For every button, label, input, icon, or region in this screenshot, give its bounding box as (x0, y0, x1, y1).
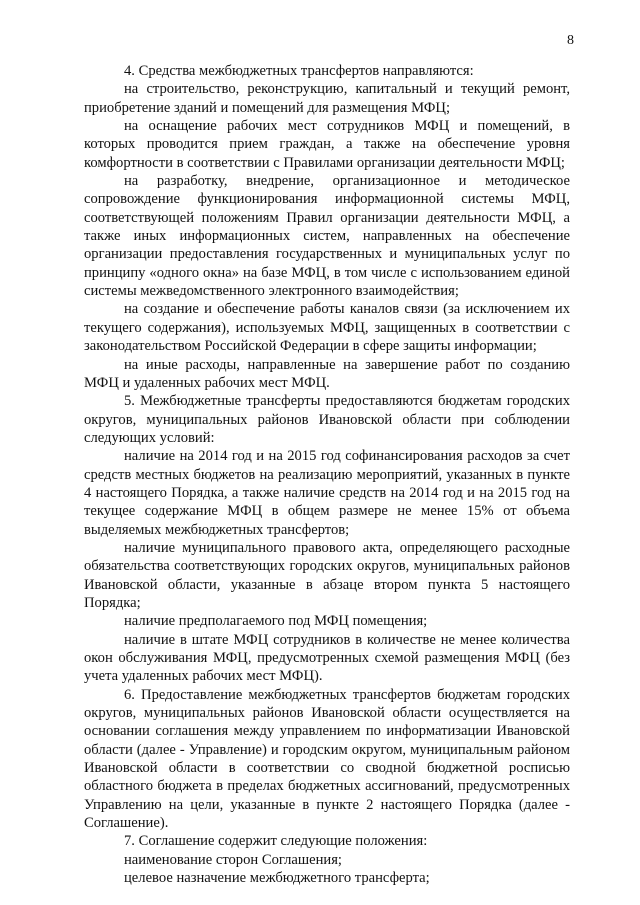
paragraph-7-heading: 7. Соглашение содержит следующие положения: (124, 833, 428, 850)
paragraph: целевое назначение межбюджетного трансферта; (124, 870, 430, 887)
paragraph: наименование сторон Соглашения; (124, 851, 342, 868)
paragraph: на иные расходы, направленные на завершение работ по созданию МФЦ и удаленных рабочих мест МФЦ. (84, 356, 570, 391)
paragraph-6: 6. Предоставление межбюджетных трансфертов бюджетам городских округов, муниципальных районов Ивановской области осуществляется на основании соглашения между управлением по информатизации Ивановской области (далее - Управление) и городским округом, муниципальным районом Ивановской области в соответствии со сводной бюджетной росписью областного бюджета в пределах бюджетных ассигнований, предусмотренных Управлению на цели, указанные в пункте 2 настоящего Порядка (далее - Соглашение). (84, 686, 570, 832)
paragraph-4-heading: 4. Средства межбюджетных трансфертов направляются: (124, 63, 474, 79)
paragraph: на строительство, реконструкцию, капитальный и текущий ремонт, приобретение зданий и помещений для размещения МФЦ; (84, 81, 570, 116)
page-number: 8 (567, 33, 574, 48)
paragraph-5-heading: 5. Межбюджетные трансферты предоставляются бюджетам городских округов, муниципальных районов Ивановской области при соблюдении следующих условий: (84, 393, 570, 446)
paragraph: наличие предполагаемого под МФЦ помещения; (124, 613, 428, 630)
paragraph: на создание и обеспечение работы каналов связи (за исключением их текущего содержания), используемых МФЦ, защищенных в соответствии с законодательством Российской Федерации в сфере защиты информации; (84, 301, 570, 355)
paragraph: наличие муниципального правового акта, определяющего расходные обязательства соответствующих городских округов, муниципальных районов Ивановской области, указанные в абзаце втором пункта 5 настоящего Порядка; (84, 539, 570, 611)
paragraph: на разработку, внедрение, организационное и методическое сопровождение функционирования информационной системы МФЦ, соответствующей положениям Правил организации деятельности МФЦ, а также иных информационных систем, направленных на обеспечение организации предоставления государственных и муниципальных услуг по принципу «одного окна» на базе МФЦ, в том числе с использованием единой системы межведомственного электронного взаимодействия; (84, 173, 570, 300)
paragraph: на оснащение рабочих мест сотрудников МФЦ и помещений, в которых проводится прием граждан, а также на обеспечение уровня комфортности в соответствии с Правилами организации деятельности МФЦ; (84, 118, 570, 171)
document-body (84, 62, 570, 887)
paragraph: наличие в штате МФЦ сотрудников в количестве не менее количества окон обслуживания МФЦ, предусмотренных схемой размещения МФЦ (без учета удаленных рабочих мест МФЦ). (84, 631, 570, 685)
paragraph: наличие на 2014 год и на 2015 год софинансирования расходов за счет средств местных бюджетов на реализацию мероприятий, указанных в пункте 4 настоящего Порядка, а также наличие средств на 2014 год и на 2015 год на текущее содержание МФЦ в общем размере не менее 15% от объема выделяемых межбюджетных трансфертов; (84, 448, 570, 538)
